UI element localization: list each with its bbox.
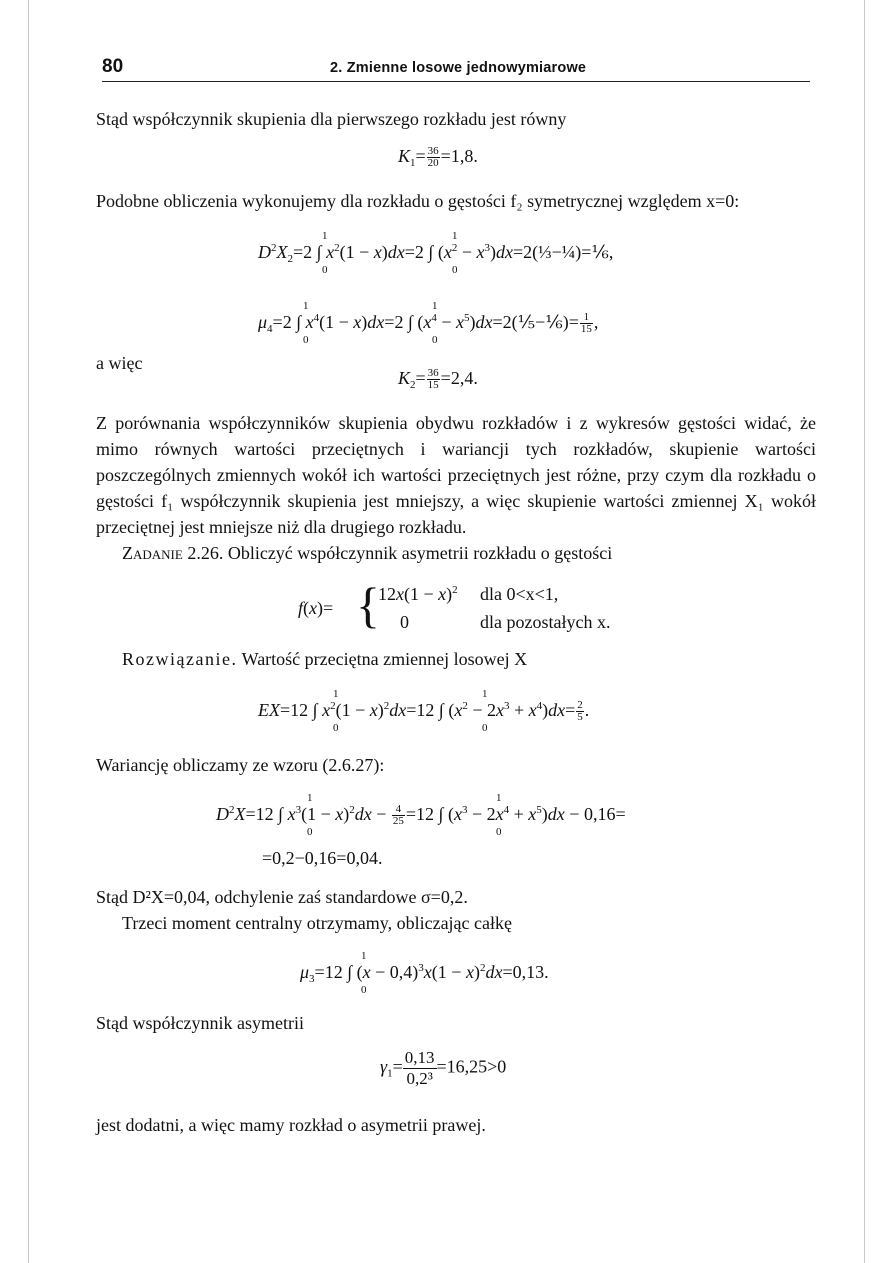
- equation-gamma: $\gamma_1=$ $\frac{0,13}{\text{0,2³}}$ =16,25>0: [380, 1048, 507, 1088]
- running-title: 2. Zmienne losowe jednowymiarowe: [330, 60, 587, 76]
- limit-upper-2: 1: [452, 230, 458, 242]
- limit-lower-4: 0: [432, 334, 438, 346]
- equation-d2x2: $D^2X_2=2$ ∫ $x^2(1 - x)dx=2$ ∫ ($x^2$ − $x^3)dx=2(\frac{1}{3}-\frac{1}{4})=\frac{1}{6}$,: [258, 242, 614, 265]
- d2x2-result: =2(⅓−¼)=⅙,: [512, 242, 614, 262]
- case-2-value: 0: [400, 612, 409, 632]
- task-label: Zadanie: [122, 543, 183, 563]
- solution-paragraph: [96, 646, 816, 672]
- equation-ex: EX=12 ∫ $x^2(1 - x)^2dx=12$ ∫ $(x^2 - 2x^3 + x^4)dx=$ $\frac{2}{5}$ .: [258, 699, 590, 724]
- gamma-denominator: 0,2³: [406, 1069, 433, 1088]
- k1-result: =1,8.: [440, 146, 478, 166]
- paragraph-7: Trzeci moment centralny otrzymamy, obliczając całkę: [122, 913, 513, 933]
- limit-upper-9: 1: [361, 950, 367, 962]
- gamma-numerator: 0,13: [404, 1048, 435, 1067]
- case-2-condition: dla pozostałych x.: [480, 612, 611, 632]
- mu3-result: =0,13.: [502, 962, 549, 982]
- limit-upper-3: 1: [303, 300, 309, 312]
- task-text: 2.26. Obliczyć współczynnik asymetrii rozkładu o gęstości: [187, 543, 613, 563]
- paragraph-3: a więc: [96, 353, 143, 373]
- gamma-result: =16,25>0: [436, 1056, 507, 1077]
- d2x-result: 0,16=: [583, 804, 626, 824]
- ex-result: =: [565, 700, 576, 720]
- paragraph-4: Z porównania współczynników skupienia obydwu rozkładów i z wykresów gęstości widać, że mimo równych wartości przeciętnych i wariancji tych rozkładów, skupienie wartości poszczególnych zmiennych wokół ich wartości przeciętnych jest różne, przy czym dla rozkładu o gęstości f₁ współczynnik skupienia jest mniejszy, a więc skupienie wartości zmiennej X₁ wokół przeciętnej jest mniejsze niż dla drugiego rozkładu.: [96, 413, 816, 537]
- task-paragraph: [96, 540, 816, 566]
- page-edge-left: [28, 0, 29, 1263]
- case-1-condition: dla 0<x<1,: [480, 584, 559, 604]
- limit-lower-9: 0: [361, 984, 367, 996]
- paragraph-9: jest dodatni, a więc mamy rozkład o asymetrii prawej.: [96, 1115, 486, 1135]
- limit-lower-7: 0: [307, 826, 313, 838]
- paragraph-2: Podobne obliczenia wykonujemy dla rozkładu o gęstości f₂ symetrycznej względem x=0:: [96, 191, 740, 211]
- equation-k2: $K_2=$ $\frac{36}{15}$ =2,4.: [398, 367, 478, 392]
- piecewise-brace: {: [356, 577, 380, 633]
- limit-upper-6: 1: [482, 688, 488, 700]
- equation-k1: $K_1=$ $\frac{36}{20}$ =1,8.: [398, 145, 478, 170]
- equation-d2x-line-2: =0,2−0,16=0,04.: [262, 848, 383, 868]
- mu4-result: =2(⅕−⅙)=: [492, 312, 579, 332]
- limit-upper-5: 1: [333, 688, 339, 700]
- paragraph-8: Stąd współczynnik asymetrii: [96, 1013, 304, 1033]
- solution-label: Rozwiązanie.: [122, 649, 238, 669]
- paragraph-5: Wariancję obliczamy ze wzoru (2.6.27):: [96, 755, 385, 775]
- limit-upper-1: 1: [322, 230, 328, 242]
- function-name: f(x)=: [298, 598, 334, 618]
- equation-mu3: $\mu_3=12$ ∫ $(x - 0,4)^3x(1 - x)^2dx=0,13$.: [300, 962, 549, 985]
- page-edge-right: [864, 0, 865, 1263]
- equation-d2x: $D^2X=12$ ∫ $x^3(1 - x)^2dx$ − $\frac{4}{25}$ =12 ∫ $(x^3 - 2x^4 + x^5)dx - 0,16=$: [216, 803, 626, 828]
- limit-lower-2: 0: [452, 264, 458, 276]
- limit-upper-4: 1: [432, 300, 438, 312]
- limit-lower-3: 0: [303, 334, 309, 346]
- limit-lower-6: 0: [482, 722, 488, 734]
- limit-lower-5: 0: [333, 722, 339, 734]
- k2-result: =2,4.: [440, 368, 478, 388]
- page-number: 80: [102, 56, 124, 77]
- solution-text: Wartość przeciętna zmiennej losowej X: [241, 649, 528, 669]
- limit-lower-8: 0: [496, 826, 502, 838]
- paragraph-1: Stąd współczynnik skupienia dla pierwszego rozkładu jest równy: [96, 109, 567, 129]
- limit-lower-1: 0: [322, 264, 328, 276]
- case-1-expression: $12x(1 - x)^2$: [378, 584, 458, 604]
- limit-upper-8: 1: [496, 792, 502, 804]
- limit-upper-7: 1: [307, 792, 313, 804]
- paragraph-6: Stąd D²X=0,04, odchylenie zaś standardowe σ=0,2.: [96, 887, 468, 907]
- header-rule: [102, 81, 810, 82]
- equation-mu4: $\mu_4=2$ ∫ $x^4(1 - x)dx=2$ ∫ ($x^4$ − $x^5)dx=2(\frac{1}{5}-\frac{1}{6})=$ $\frac{1}{15}$ ,: [258, 311, 599, 336]
